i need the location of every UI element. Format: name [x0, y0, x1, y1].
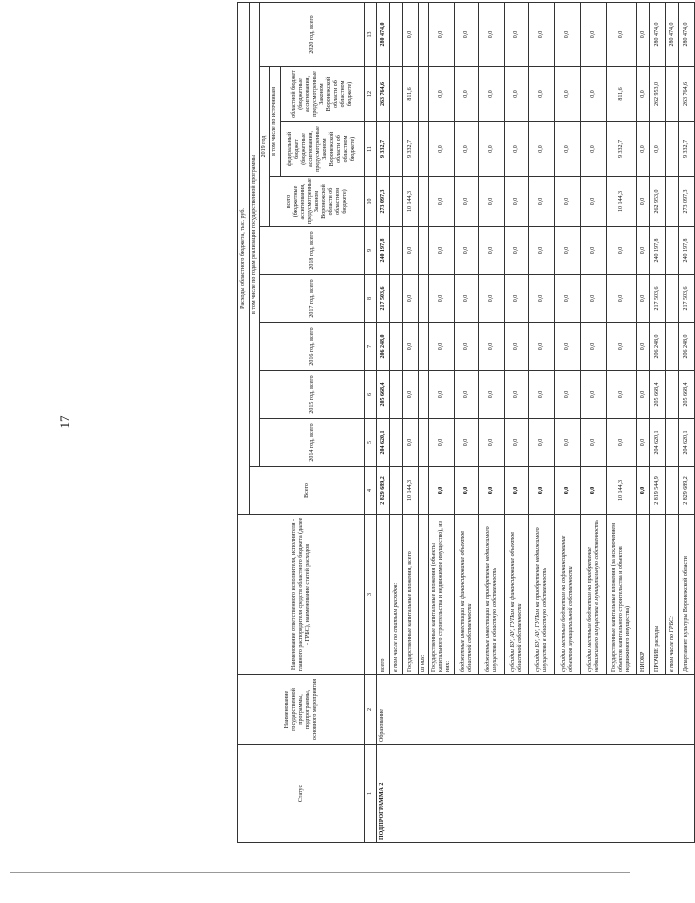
value-cell: 280 474,0 — [679, 2, 695, 66]
value-cell: 217 503,6 — [650, 275, 666, 323]
value-cell: 262 953,0 — [650, 177, 666, 227]
value-cell: 0,0 — [455, 177, 479, 227]
row-label: НИОКР — [637, 515, 650, 675]
value-cell — [419, 323, 429, 371]
value-cell: 263 764,6 — [679, 67, 695, 122]
value-cell: 0,0 — [555, 2, 581, 66]
value-cell: 0,0 — [505, 371, 529, 419]
value-cell: 280 474,0 — [377, 2, 390, 66]
status-cell: ПОДПРОГРАММА 2 — [377, 745, 695, 843]
value-cell: 0,0 — [455, 467, 479, 515]
value-cell: 0,0 — [429, 177, 455, 227]
value-cell: 0,0 — [455, 275, 479, 323]
value-cell: 0,0 — [479, 275, 505, 323]
row-label: Государственные капитальные вложения (за исключением объектов капитального строительства и объектов недвижимого имущества) — [607, 515, 637, 675]
value-cell: 0,0 — [429, 323, 455, 371]
value-cell: 0,0 — [637, 177, 650, 227]
value-cell: 0,0 — [637, 2, 650, 66]
value-cell: 206 248,0 — [650, 323, 666, 371]
value-cell: 0,0 — [455, 419, 479, 467]
column-number: 12 — [365, 67, 377, 122]
column-number: 6 — [365, 371, 377, 419]
value-cell: 0,0 — [403, 275, 419, 323]
value-cell: 0,0 — [455, 323, 479, 371]
value-cell: 0,0 — [403, 227, 419, 275]
table-body — [377, 2, 695, 842]
column-number: 1 — [365, 745, 377, 843]
value-cell: 0,0 — [555, 227, 581, 275]
value-cell: 0,0 — [479, 467, 505, 515]
value-cell — [390, 2, 403, 66]
value-cell — [666, 419, 679, 467]
expenses-table — [237, 2, 695, 843]
value-cell — [666, 67, 679, 122]
value-cell: 0,0 — [529, 323, 555, 371]
value-cell: 0,0 — [581, 275, 607, 323]
header-2019: 2019 год — [260, 67, 270, 227]
bottom-rule — [10, 872, 630, 873]
value-cell: 0,0 — [637, 371, 650, 419]
value-cell: 0,0 — [581, 2, 607, 66]
value-cell: 0,0 — [429, 67, 455, 122]
program-name-cell: Образование — [377, 675, 695, 745]
row-label: бюджетные инвестиции на финансирование объектов областной собственности — [455, 515, 479, 675]
value-cell — [390, 275, 403, 323]
value-cell — [390, 122, 403, 177]
value-cell: 10 144,3 — [403, 177, 419, 227]
value-cell: 262 953,0 — [650, 67, 666, 122]
value-cell: 240 197,8 — [650, 227, 666, 275]
row-label: в том числе по ГРБС: — [666, 515, 679, 675]
value-cell: 0,0 — [637, 67, 650, 122]
header-expenses-group: Расходы областного бюджета, тыс. руб. — [238, 2, 250, 514]
column-number: 8 — [365, 275, 377, 323]
table-row — [377, 2, 390, 842]
value-cell: 0,0 — [479, 371, 505, 419]
value-cell — [666, 122, 679, 177]
column-number: 7 — [365, 323, 377, 371]
value-cell — [419, 67, 429, 122]
value-cell: 280 474,0 — [650, 2, 666, 66]
header-2016: 2016 год, всего — [260, 323, 365, 371]
value-cell: 217 503,6 — [679, 275, 695, 323]
row-label: субсидии БУ, АУ, ГУПам на финансирование объектов областной собственности — [505, 515, 529, 675]
value-cell: 0,0 — [637, 122, 650, 177]
value-cell: 0,0 — [505, 67, 529, 122]
header-2014: 2014 год, всего — [260, 419, 365, 467]
column-number: 3 — [365, 515, 377, 675]
row-label: субсидии местным бюджетам на софинансирование объектов муниципальной собственности — [555, 515, 581, 675]
value-cell: 0,0 — [637, 467, 650, 515]
value-cell: 0,0 — [505, 323, 529, 371]
value-cell: 0,0 — [581, 371, 607, 419]
value-cell: 0,0 — [529, 227, 555, 275]
value-cell: 9 332,7 — [607, 122, 637, 177]
value-cell — [390, 227, 403, 275]
column-number: 10 — [365, 177, 377, 227]
value-cell: 0,0 — [403, 419, 419, 467]
value-cell: 0,0 — [479, 122, 505, 177]
header-2019-sources — [270, 67, 365, 177]
header-status: Статус — [238, 745, 365, 843]
value-cell — [390, 419, 403, 467]
value-cell: 2 829 689,2 — [679, 467, 695, 515]
value-cell: 0,0 — [529, 275, 555, 323]
value-cell: 0,0 — [529, 177, 555, 227]
value-cell: 0,0 — [529, 371, 555, 419]
value-cell: 0,0 — [607, 371, 637, 419]
value-cell: 0,0 — [479, 2, 505, 66]
value-cell: 0,0 — [529, 467, 555, 515]
value-cell — [419, 2, 429, 66]
row-label: Государственные капитальные вложения, всего — [403, 515, 419, 675]
value-cell — [666, 177, 679, 227]
value-cell: 263 764,6 — [377, 67, 390, 122]
header-2015: 2015 год, всего — [260, 371, 365, 419]
value-cell — [419, 122, 429, 177]
value-cell — [666, 467, 679, 515]
value-cell — [666, 371, 679, 419]
value-cell: 205 668,4 — [650, 371, 666, 419]
value-cell — [666, 323, 679, 371]
column-number: 11 — [365, 122, 377, 177]
value-cell: 0,0 — [505, 227, 529, 275]
column-numbers-row — [365, 2, 377, 842]
value-cell: 2 819 544,9 — [650, 467, 666, 515]
value-cell: 273 097,3 — [679, 177, 695, 227]
value-cell: 0,0 — [505, 419, 529, 467]
value-cell: 0,0 — [555, 467, 581, 515]
value-cell — [666, 275, 679, 323]
value-cell: 10 144,3 — [607, 467, 637, 515]
value-cell: 0,0 — [479, 419, 505, 467]
value-cell: 0,0 — [529, 2, 555, 66]
value-cell — [419, 275, 429, 323]
value-cell: 0,0 — [455, 122, 479, 177]
value-cell: 0,0 — [455, 67, 479, 122]
value-cell: 0,0 — [505, 177, 529, 227]
value-cell: 0,0 — [607, 2, 637, 66]
value-cell: 0,0 — [429, 467, 455, 515]
value-cell: 0,0 — [581, 467, 607, 515]
value-cell: 9 332,7 — [403, 122, 419, 177]
column-number: 5 — [365, 419, 377, 467]
column-number: 4 — [365, 467, 377, 515]
value-cell: 0,0 — [455, 227, 479, 275]
row-label: Государственные капитальные вложения (объекты капитального строительства и недвижимое имущество), из них: — [429, 515, 455, 675]
value-cell: 0,0 — [505, 467, 529, 515]
row-label: субсидии БУ, АУ, ГУПам на приобретение недвижимого имущества в областную собственность — [529, 515, 555, 675]
header-total: Всего — [250, 467, 365, 515]
value-cell: 0,0 — [607, 323, 637, 371]
header-2019-federal: федеральный бюджет (бюджетные ассигнования, предусмотренные Законом Воронежской области об областном бюджете) — [280, 122, 364, 177]
value-cell: 2 829 689,2 — [377, 467, 390, 515]
value-cell: 10 144,3 — [607, 177, 637, 227]
column-number: 2 — [365, 675, 377, 745]
value-cell: 0,0 — [479, 227, 505, 275]
row-label: всего — [377, 515, 390, 675]
value-cell: 205 668,4 — [679, 371, 695, 419]
value-cell: 0,0 — [637, 275, 650, 323]
value-cell — [419, 227, 429, 275]
value-cell: 0,0 — [479, 177, 505, 227]
value-cell: 0,0 — [529, 419, 555, 467]
value-cell: 0,0 — [555, 323, 581, 371]
value-cell: 0,0 — [555, 67, 581, 122]
row-label: в том числе по статьям расходов: — [390, 515, 403, 675]
value-cell: 0,0 — [581, 323, 607, 371]
row-label: бюджетные инвестиции на приобретение недвижимого имущества в областную собственность — [479, 515, 505, 675]
row-label: ПРОЧИЕ расходы — [650, 515, 666, 675]
value-cell: 0,0 — [607, 227, 637, 275]
value-cell: 0,0 — [429, 419, 455, 467]
header-2019-regional: областной бюджет (бюджетные ассигнования, предусмотренные Законом Воронежской области об областном бюджете) — [290, 70, 353, 118]
value-cell: 811,6 — [607, 67, 637, 122]
value-cell: 0,0 — [403, 371, 419, 419]
value-cell: 0,0 — [555, 419, 581, 467]
value-cell: 0,0 — [555, 177, 581, 227]
value-cell: 204 620,1 — [679, 419, 695, 467]
value-cell: 206 248,0 — [679, 323, 695, 371]
value-cell — [390, 371, 403, 419]
value-cell: 0,0 — [607, 275, 637, 323]
value-cell: 0,0 — [581, 227, 607, 275]
value-cell: 0,0 — [529, 67, 555, 122]
value-cell: 811,6 — [403, 67, 419, 122]
value-cell: 10 144,3 — [403, 467, 419, 515]
value-cell — [419, 467, 429, 515]
value-cell: 0,0 — [403, 2, 419, 66]
value-cell: 0,0 — [455, 2, 479, 66]
value-cell: 0,0 — [529, 122, 555, 177]
value-cell: 0,0 — [479, 323, 505, 371]
header-program-name: Наименование государственной программы, подпрограммы, основного мероприятия — [238, 675, 365, 745]
value-cell: 0,0 — [429, 122, 455, 177]
value-cell: 0,0 — [505, 122, 529, 177]
value-cell: 0,0 — [581, 122, 607, 177]
value-cell: 217 503,6 — [377, 275, 390, 323]
value-cell: 0,0 — [555, 371, 581, 419]
row-label: Департамент культуры Воронежской области — [679, 515, 695, 675]
value-cell: 0,0 — [650, 122, 666, 177]
value-cell: 0,0 — [429, 2, 455, 66]
value-cell: 0,0 — [455, 371, 479, 419]
value-cell — [390, 67, 403, 122]
header-2019-sources-caption: в том числе по источникам — [270, 67, 280, 176]
value-cell: 240 197,8 — [377, 227, 390, 275]
value-cell: 9 332,7 — [377, 122, 390, 177]
value-cell: 273 097,3 — [377, 177, 390, 227]
header-2017: 2017 год, всего — [260, 275, 365, 323]
value-cell: 0,0 — [403, 323, 419, 371]
value-cell — [666, 227, 679, 275]
value-cell: 0,0 — [581, 67, 607, 122]
value-cell: 0,0 — [637, 419, 650, 467]
value-cell — [419, 371, 429, 419]
header-2020: 2020 год, всего — [260, 2, 365, 66]
value-cell: 0,0 — [479, 67, 505, 122]
value-cell: 0,0 — [607, 419, 637, 467]
value-cell: 0,0 — [505, 2, 529, 66]
value-cell — [390, 177, 403, 227]
row-label: из них: — [419, 515, 429, 675]
header-executor: Наименование ответственного исполнителя, исполнителя - главного распорядителя средств областного бюджета (далее - ГРБС), наименование статей расходов — [238, 515, 365, 675]
row-label: субсидии местным бюджетам на приобретение недвижимого имущества в муниципальную собственность — [581, 515, 607, 675]
value-cell: 0,0 — [637, 323, 650, 371]
value-cell: 206 248,0 — [377, 323, 390, 371]
value-cell: 205 668,4 — [377, 371, 390, 419]
column-number: 13 — [365, 2, 377, 66]
page-number: 17 — [57, 415, 72, 429]
value-cell — [419, 177, 429, 227]
expenses-table-sheet — [237, 3, 689, 843]
value-cell: 0,0 — [581, 177, 607, 227]
value-cell: 0,0 — [505, 275, 529, 323]
value-cell: 9 332,7 — [679, 122, 695, 177]
value-cell — [390, 323, 403, 371]
value-cell: 0,0 — [429, 371, 455, 419]
value-cell: 240 197,8 — [679, 227, 695, 275]
value-cell: 0,0 — [429, 275, 455, 323]
value-cell: 204 620,1 — [377, 419, 390, 467]
header-by-years: в том числе по годам реализации государственной программы — [250, 2, 260, 466]
header-2019-total: всего (бюджетные ассигнования, предусмотренные Законом Воронежской области об областном бюджете) — [270, 177, 365, 227]
value-cell — [419, 419, 429, 467]
value-cell: 0,0 — [581, 419, 607, 467]
value-cell — [390, 467, 403, 515]
header-2018: 2018 год, всего — [260, 227, 365, 275]
value-cell: 0,0 — [637, 227, 650, 275]
value-cell: 204 620,1 — [650, 419, 666, 467]
value-cell: 0,0 — [555, 275, 581, 323]
value-cell: 0,0 — [429, 227, 455, 275]
value-cell: 280 474,0 — [666, 2, 679, 66]
value-cell: 0,0 — [555, 122, 581, 177]
column-number: 9 — [365, 227, 377, 275]
